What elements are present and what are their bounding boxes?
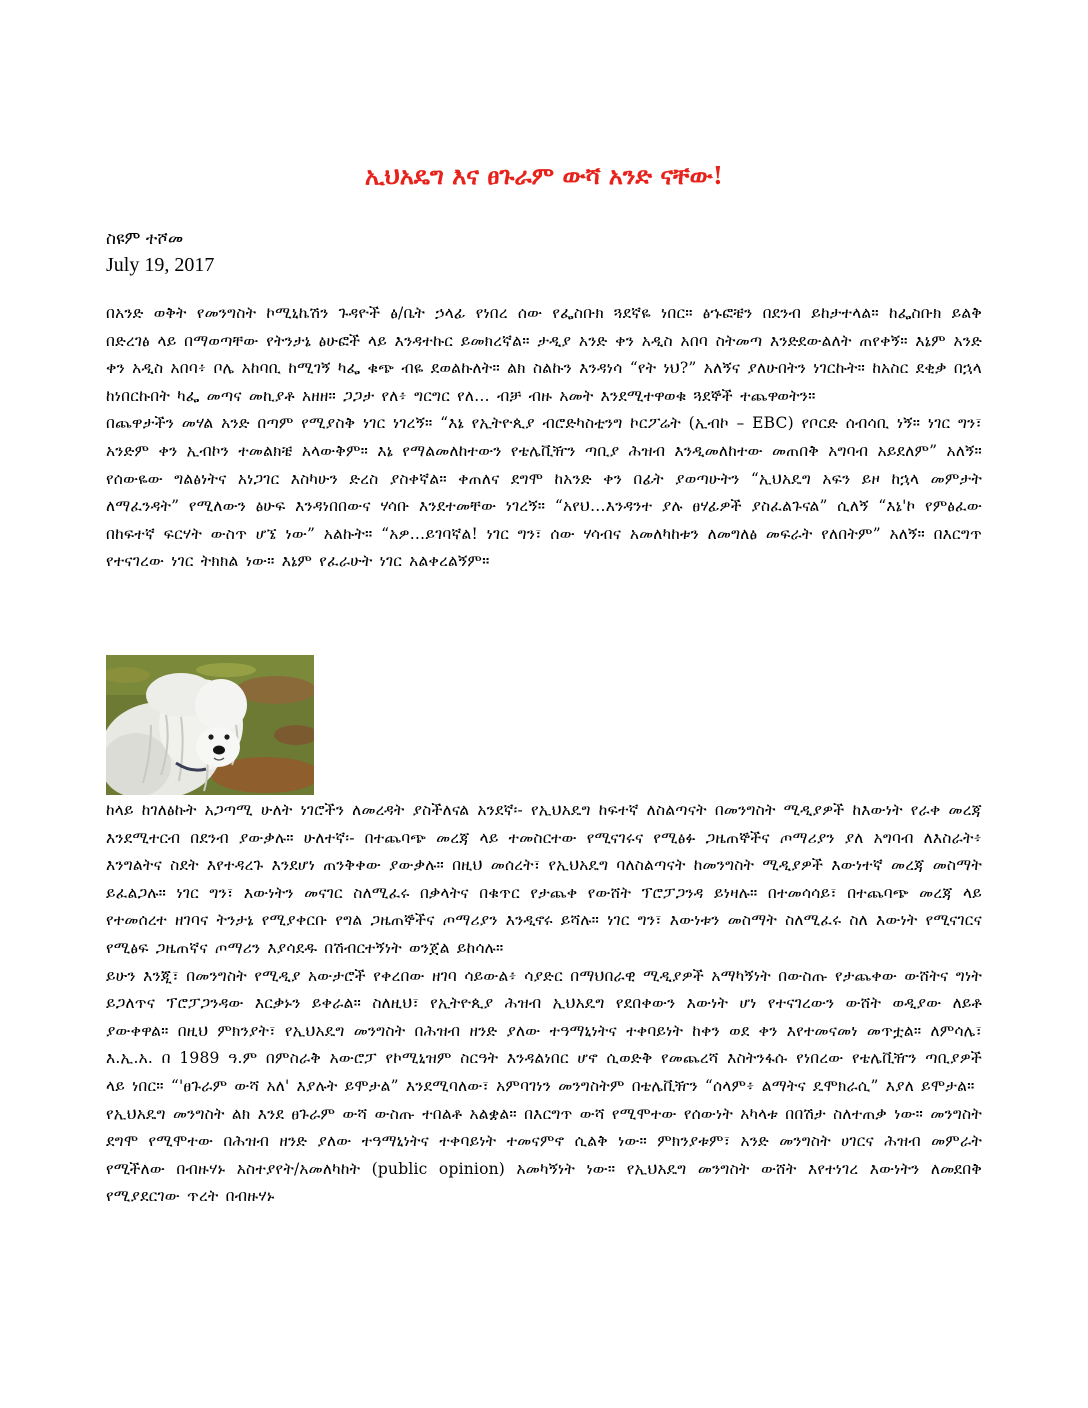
article-date: July 19, 2017 bbox=[106, 254, 215, 276]
article-title: ኢህአዴግ እና ፀጉራም ውሻ አንድ ናቸው! bbox=[364, 161, 724, 190]
body-paragraph: የኢህአዴግ መንግስት ልክ እንደ ፀጉራም ውሻ ውስጡ ተበልቶ አልቋል። በእርግጥ ውሻ የሚሞተው የሰውነት አካላቱ በበሽታ ስለተጠቃ ነው። መንግስት ደግሞ የሚሞተው በሕዝብ ዘንድ ያለው ተዓማኒነትና ተቀባይነት ተመናምኖ ሲልቅ ነው። ምክንያቱም፣ አንድ መንግስት ሀገርና ሕዝብ መምራት የሚችለው በብዙሃኑ አስተያየት/አመለካከት (public opinion) አመካኝነት ነው። የኢህአዴግ መንግስት ውሸት እየተነገረ እውነትን ለመደበቅ የሚያደርገው ጥረት በብዙሃኑ bbox=[106, 1104, 982, 1206]
article-body-top bbox=[106, 300, 982, 576]
article-body-bottom bbox=[106, 797, 982, 1211]
body-paragraph: ይሁን እንጂ፣ በመንግስት የሚዲያ አውታሮች የቀረበው ዘገባ ሳይውል፥ ሳያድር በማህበራዊ ሚዲያዎች አማካኝነት በውስጡ የታጨቀው ውሸትና ግነት ይጋለጥና ፕሮፓጋንዳው እርቃኑን ይቀራል። ስለዚህ፣ የኢትዮጲያ ሕዝብ ኢህአዴግ የደበቀውን እውነት ሆነ የተናገረውን ውሸት ወዲያው ለይቶ ያውቀዋል። በዚህ ምክንያት፣ የኢህአዴግ መንግስት በሕዝብ ዘንድ ያለው ተዓማኒነትና ተቀባይነት ከቀን ወደ ቀን እየተመናመነ መጥቷል። ለምሳሌ፣ እ.ኢ.አ. በ 1989 ዓ.ም በምስራቅ አውሮፓ የኮሚኒዝም ስርዓት እንዳልነበር ሆኖ ሲወድቅ የመጨረሻ እስትንፋሱ የነበረው የቴሌቪዥን ጣቢያዎች ላይ ነበር። “'ፀጉራም ውሻ አለ' እያሉት ይሞታል” እንደሚባለው፣ አምባገነን መንግስትም በቴሌቪዥን “ሰላም፥ ልማትና ዴሞክራሲ” እያለ ይሞታል። bbox=[106, 966, 982, 1095]
article-author: ስዩም ተሾመ bbox=[106, 229, 184, 249]
body-paragraph: ከላይ ከገለፅኩት አጋጣሚ ሁለት ነገሮችን ለመረዳት ያስችለናል አንደኛ፡- የኢህአዴግ ከፍተኛ ለስልጣናት በመንግስት ሚዲያዎች ከእውነት የራቀ መረጃ እንደሚተርብ በደንብ ያውቃሉ። ሁለተኛ፡- በተጨባጭ መረጃ ላይ ተመስርተው የሚናገሩና የሚፅፉ ጋዜጠኞችና ጦማሪያን ያለ አግባብ ለእስራት፥ እንግልትና ስደት እየተዳረጉ እንደሆነ ጠንቅቀው ያውቃሉ። በዚህ መሰረት፣ የኢህአዴግ ባለስልጣናት ከመንግስት ሚዲያዎች እውነተኛ መረጃ መስማት ይፈልጋሉ። ነገር ግን፣ እውነትን መናገር ስለሚፈሩ በቃላትና በቁጥር የታጨቀ የውሸት ፕሮፓጋንዳ ይነዛሉ። በተመሳሳይ፣ በተጨባጭ መረጃ ላይ የተመሰረተ ዘገባና ትንታኔ የሚያቀርቡ የግል ጋዜጠኞችና ጦማሪያን እንዲኖሩ ይሻሉ። ነገር ግን፣ እውነቱን መስማት ስለሚፈሩ ስለ እውነት የሚናገርና የሚፅፍ ጋዜጠኛና ጦማሪን እያሳደዱ በሽብርተኝነት ወንጀል ይከሳሉ። bbox=[106, 801, 982, 957]
dog-photo bbox=[106, 655, 314, 795]
body-paragraph: በአንድ ወቅት የመንግስት ኮሚኒኬሽን ጉዳዮች ፅ/ቤት ኃላፊ የነበረ ሰው የፌስቡክ ጓደኛዬ ነበር። ፅኁፎቼን በደንብ ይከታተላል። ከፌስቡክ ይልቅ በድረገፅ ላይ በማወጣቸው የትንታኔ ፅሁፎች ላይ እንዳተኩር ይመክረኛል። ታዲያ አንድ ቀን አዲስ አበባ ስትመጣ እንድደውልለት ጠየቀኝ። እኔም አንድ ቀን አዲስ አበባ፥ ቦሌ አከባቢ ከሚገኝ ካፌ ቁጭ ብዬ ደወልኩለት። ልክ ስልኩን እንዳነሳ “የት ነህ?” አለኝና ያለሁበትን ነገርኩት። ከአስር ደቂቃ በኋላ ከነበርኩበት ካፌ መጣና መኪያቶ አዘዘ። ጋጋታ የለ፥ ግርግር የለ… ብቻ ብዙ አመት እንደሚተዋወቁ ጓደኞች ተጨዋወትን። bbox=[106, 304, 982, 405]
body-paragraph: በጨዋታችን መሃል አንድ በጣም የሚያስቅ ነገር ነገረኝ። “እኔ የኢትዮጲያ ብሮድካስቲንግ ኮርፖሬት (ኢብኮ – EBC) የቦርድ ሰብሳቢ ነኝ። ነገር ግን፣ አንድም ቀን ኢብኮን ተመልክቼ አላውቅም። እኔ የማልመለከተውን የቴሌቪዥን ጣቢያ ሕዝብ እንዲመለከተው መጠበቅ አግባብ አይደለም” አለኝ። የሰውዬው ግልፅነትና አነጋገር እስካሁን ድረስ ያስቀኛል። ቀጠለና ደግሞ ከአንድ ቀን በፊት ያወጣሁትን “ኢህአዴግ አፍን ይዞ ከኋላ መምታት ለማፈንዳት” የሚለውን ፅሁፍ እንዳነበበውና ሃሳቡ እንደተመቸው ነገረኝ። “አየህ…እንዳንተ ያሉ ፀሃፊዎች ያስፈልጉናል” ሲለኝ “እኔ'ኮ የምፅፈው በከፍተኛ ፍርሃት ውስጥ ሆኜ ነው” አልኩት። “አዎ…ይገባኛል! ነገር ግን፣ ሰው ሃሳብና አመለካከቱን ለመግለፅ መፍራት የለበትም” አለኝ። በእርግጥ የተናገረው ነገር ትክክል ነው። እኔም የፈራሁት ነገር አልቀረልኝም። bbox=[106, 414, 982, 571]
